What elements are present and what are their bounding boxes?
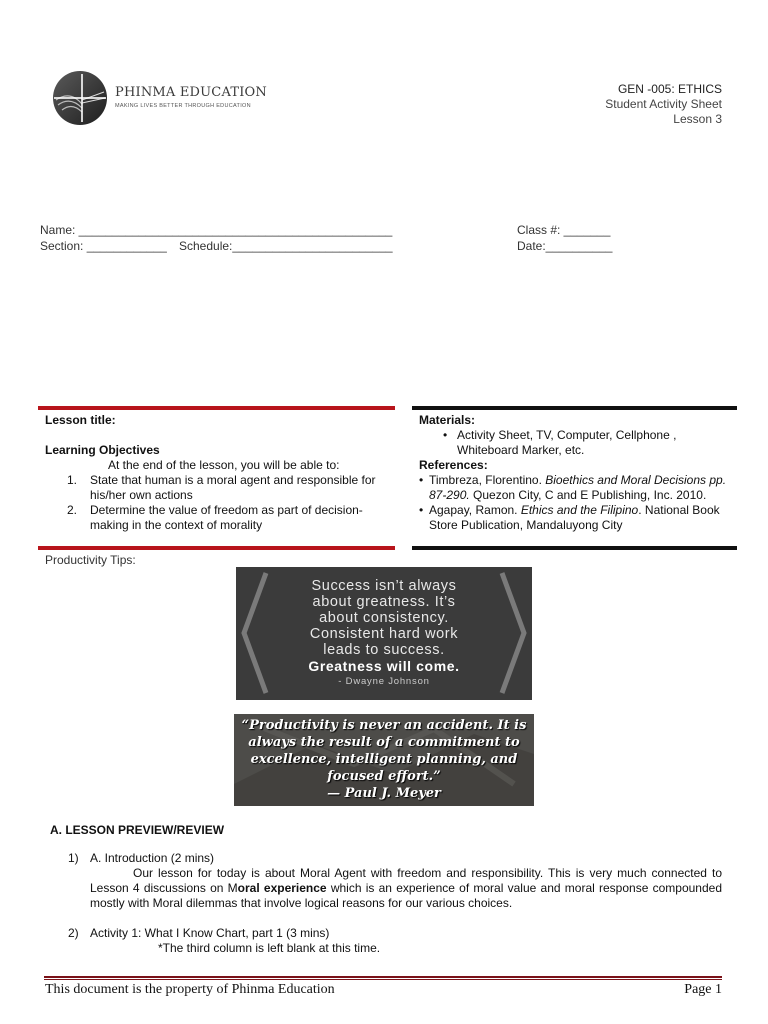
class-number-field: Class #: _______ <box>517 223 611 237</box>
item2-note: *The third column is left blank at this time. <box>158 941 381 955</box>
item2-number: 2) <box>68 926 79 940</box>
materials-item: • Activity Sheet, TV, Computer, Cellphone , Whiteboard Marker, etc. <box>443 428 677 457</box>
footer-divider-thin <box>44 979 722 980</box>
quote1-author: - Dwayne Johnson <box>338 676 430 687</box>
quote1-line: leads to success. <box>323 642 445 658</box>
quote-image-paul-meyer <box>234 714 534 806</box>
reference-item: • Timbreza, Florentino. Bioethics and Moral Decisions pp. 87-290. Quezon City, C and E Publishing, Inc. 2010. <box>419 473 727 502</box>
right-box-top-border <box>412 406 737 410</box>
quote2-author: — Paul J. Meyer <box>327 786 441 801</box>
right-box-bottom-border <box>412 546 737 550</box>
item1-number: 1) <box>68 851 79 865</box>
quote1-line: about greatness. It’s <box>312 594 456 610</box>
footer-ownership: This document is the property of Phinma Education <box>45 982 335 997</box>
left-box-bottom-border <box>38 546 395 550</box>
name-field: Name: _______________________________________________ <box>40 223 393 237</box>
lesson-title-label: Lesson title: <box>45 413 116 427</box>
quote2-line: always the result of a commitment to <box>248 735 520 750</box>
sheet-type: Student Activity Sheet <box>605 97 722 111</box>
quote1-line: Success isn’t always <box>311 578 457 594</box>
quote1-emphasis: Greatness will come. <box>308 658 460 674</box>
quote-image-dwayne-johnson <box>236 567 532 700</box>
quote2-line: excellence, intelligent planning, and <box>250 752 518 767</box>
quote2-line: focused effort.” <box>327 769 441 784</box>
footer-divider <box>44 976 722 978</box>
logo-tagline: MAKING LIVES BETTER THROUGH EDUCATION <box>115 103 251 109</box>
logo-name: PHINMA EDUCATION <box>115 85 267 100</box>
objective-item: 2. Determine the value of freedom as part of decision-making in the context of morality <box>67 503 363 532</box>
course-code: GEN -005: ETHICS <box>617 82 722 96</box>
left-box-top-border <box>38 406 395 410</box>
section-field: Section: ____________ <box>40 239 167 253</box>
objectives-intro: At the end of the lesson, you will be able to: <box>108 458 340 472</box>
item2-heading: Activity 1: What I Know Chart, part 1 (3 mins) <box>90 926 330 940</box>
item1-paragraph: Our lesson for today is about Moral Agent with freedom and responsibility. This is very much connected to Lesson 4 discussions on Moral experience which is an experience of moral value and moral response compounded mostly with Moral dilemmas that involve logical reasons for our various choices. <box>90 866 722 910</box>
materials-box <box>419 413 729 533</box>
lesson-info-box <box>45 413 385 533</box>
materials-heading: Materials: <box>419 413 476 427</box>
quote1-line: about consistency. <box>319 610 449 626</box>
lesson-number: Lesson 3 <box>673 112 722 126</box>
objectives-heading: Learning Objectives <box>45 443 160 457</box>
references-heading: References: <box>419 458 488 472</box>
quote2-line: “Productivity is never an accident. It is <box>241 718 527 733</box>
productivity-tips-label: Productivity Tips: <box>45 553 136 567</box>
schedule-field: Schedule:________________________ <box>179 239 393 253</box>
quote1-line: Consistent hard work <box>309 626 459 642</box>
page-number: Page 1 <box>684 982 722 997</box>
date-field: Date:__________ <box>517 239 613 253</box>
reference-item: • Agapay, Ramon. Ethics and the Filipino. National Book Store Publication, Mandaluyong City <box>419 503 720 532</box>
objective-item: 1. State that human is a moral agent and responsible for his/her own actions <box>67 473 376 502</box>
item1-heading: A. Introduction (2 mins) <box>90 851 215 865</box>
section-a-title: A. LESSON PREVIEW/REVIEW <box>50 823 225 837</box>
